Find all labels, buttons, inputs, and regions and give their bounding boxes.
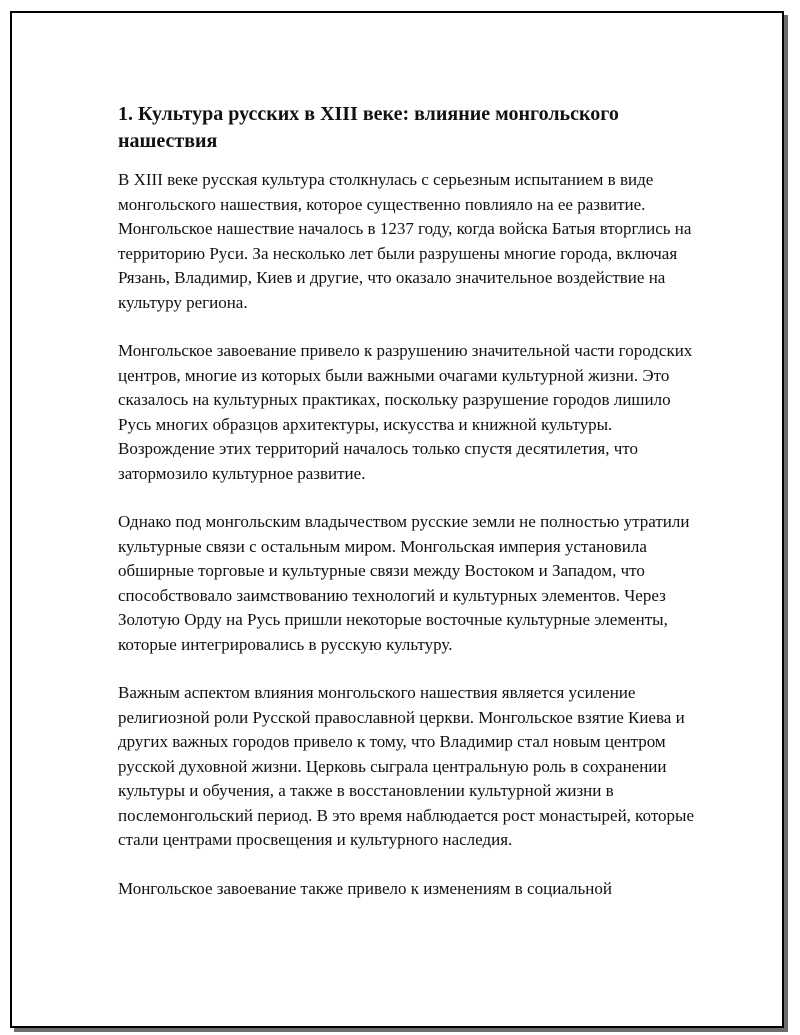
document-page	[10, 11, 784, 1028]
paragraph: В XIII веке русская культура столкнулась с серьезным испытанием в виде монгольского нашествия, которое существенно повлияло на ее развитие. Монгольское нашествие началось в 1237 году, когда войска Батыя вторглись на территорию Руси. За несколько лет были разрушены многие города, включая Рязань, Владимир, Киев и другие, что оказало значительное воздействие на культуру региона.	[118, 170, 692, 312]
paragraph: Важным аспектом влияния монгольского нашествия является усиление религиозной роли Русской православной церкви. Монгольское взятие Киева и других важных городов привело к тому, что Владимир стал новым центром русской духовной жизни. Церковь сыграла центральную роль в сохранении культуры и обучения, а также в восстановлении культурной жизни в послемонгольский период. В это время наблюдается рост монастырей, которые стали центрами просвещения и культурного наследия.	[118, 683, 695, 849]
paragraph: Монгольское завоевание привело к разрушению значительной части городских центров, многие из которых были важными очагами культурной жизни. Это сказалось на культурных практиках, поскольку разрушение городов лишило Русь многих образцов архитектуры, искусства и книжной культуры. Возрождение этих территорий началось только спустя десятилетия, что затормозило культурное развитие.	[118, 341, 693, 483]
paragraph: Монгольское завоевание также привело к изменениям в социальной	[118, 878, 612, 898]
document-body	[118, 101, 698, 925]
paragraph: Однако под монгольским владычеством русские земли не полностью утратили культурные связи с остальным миром. Монгольская империя установила обширные торговые и культурные связи между Востоком и Западом, что способствовало заимствованию технологий и культурных элементов. Через Золотую Орду на Русь пришли некоторые восточные культурные элементы, которые интегрировались в русскую культуру.	[118, 512, 690, 654]
section-heading: 1. Культура русских в XIII веке: влияние монгольского нашествия	[118, 103, 619, 152]
